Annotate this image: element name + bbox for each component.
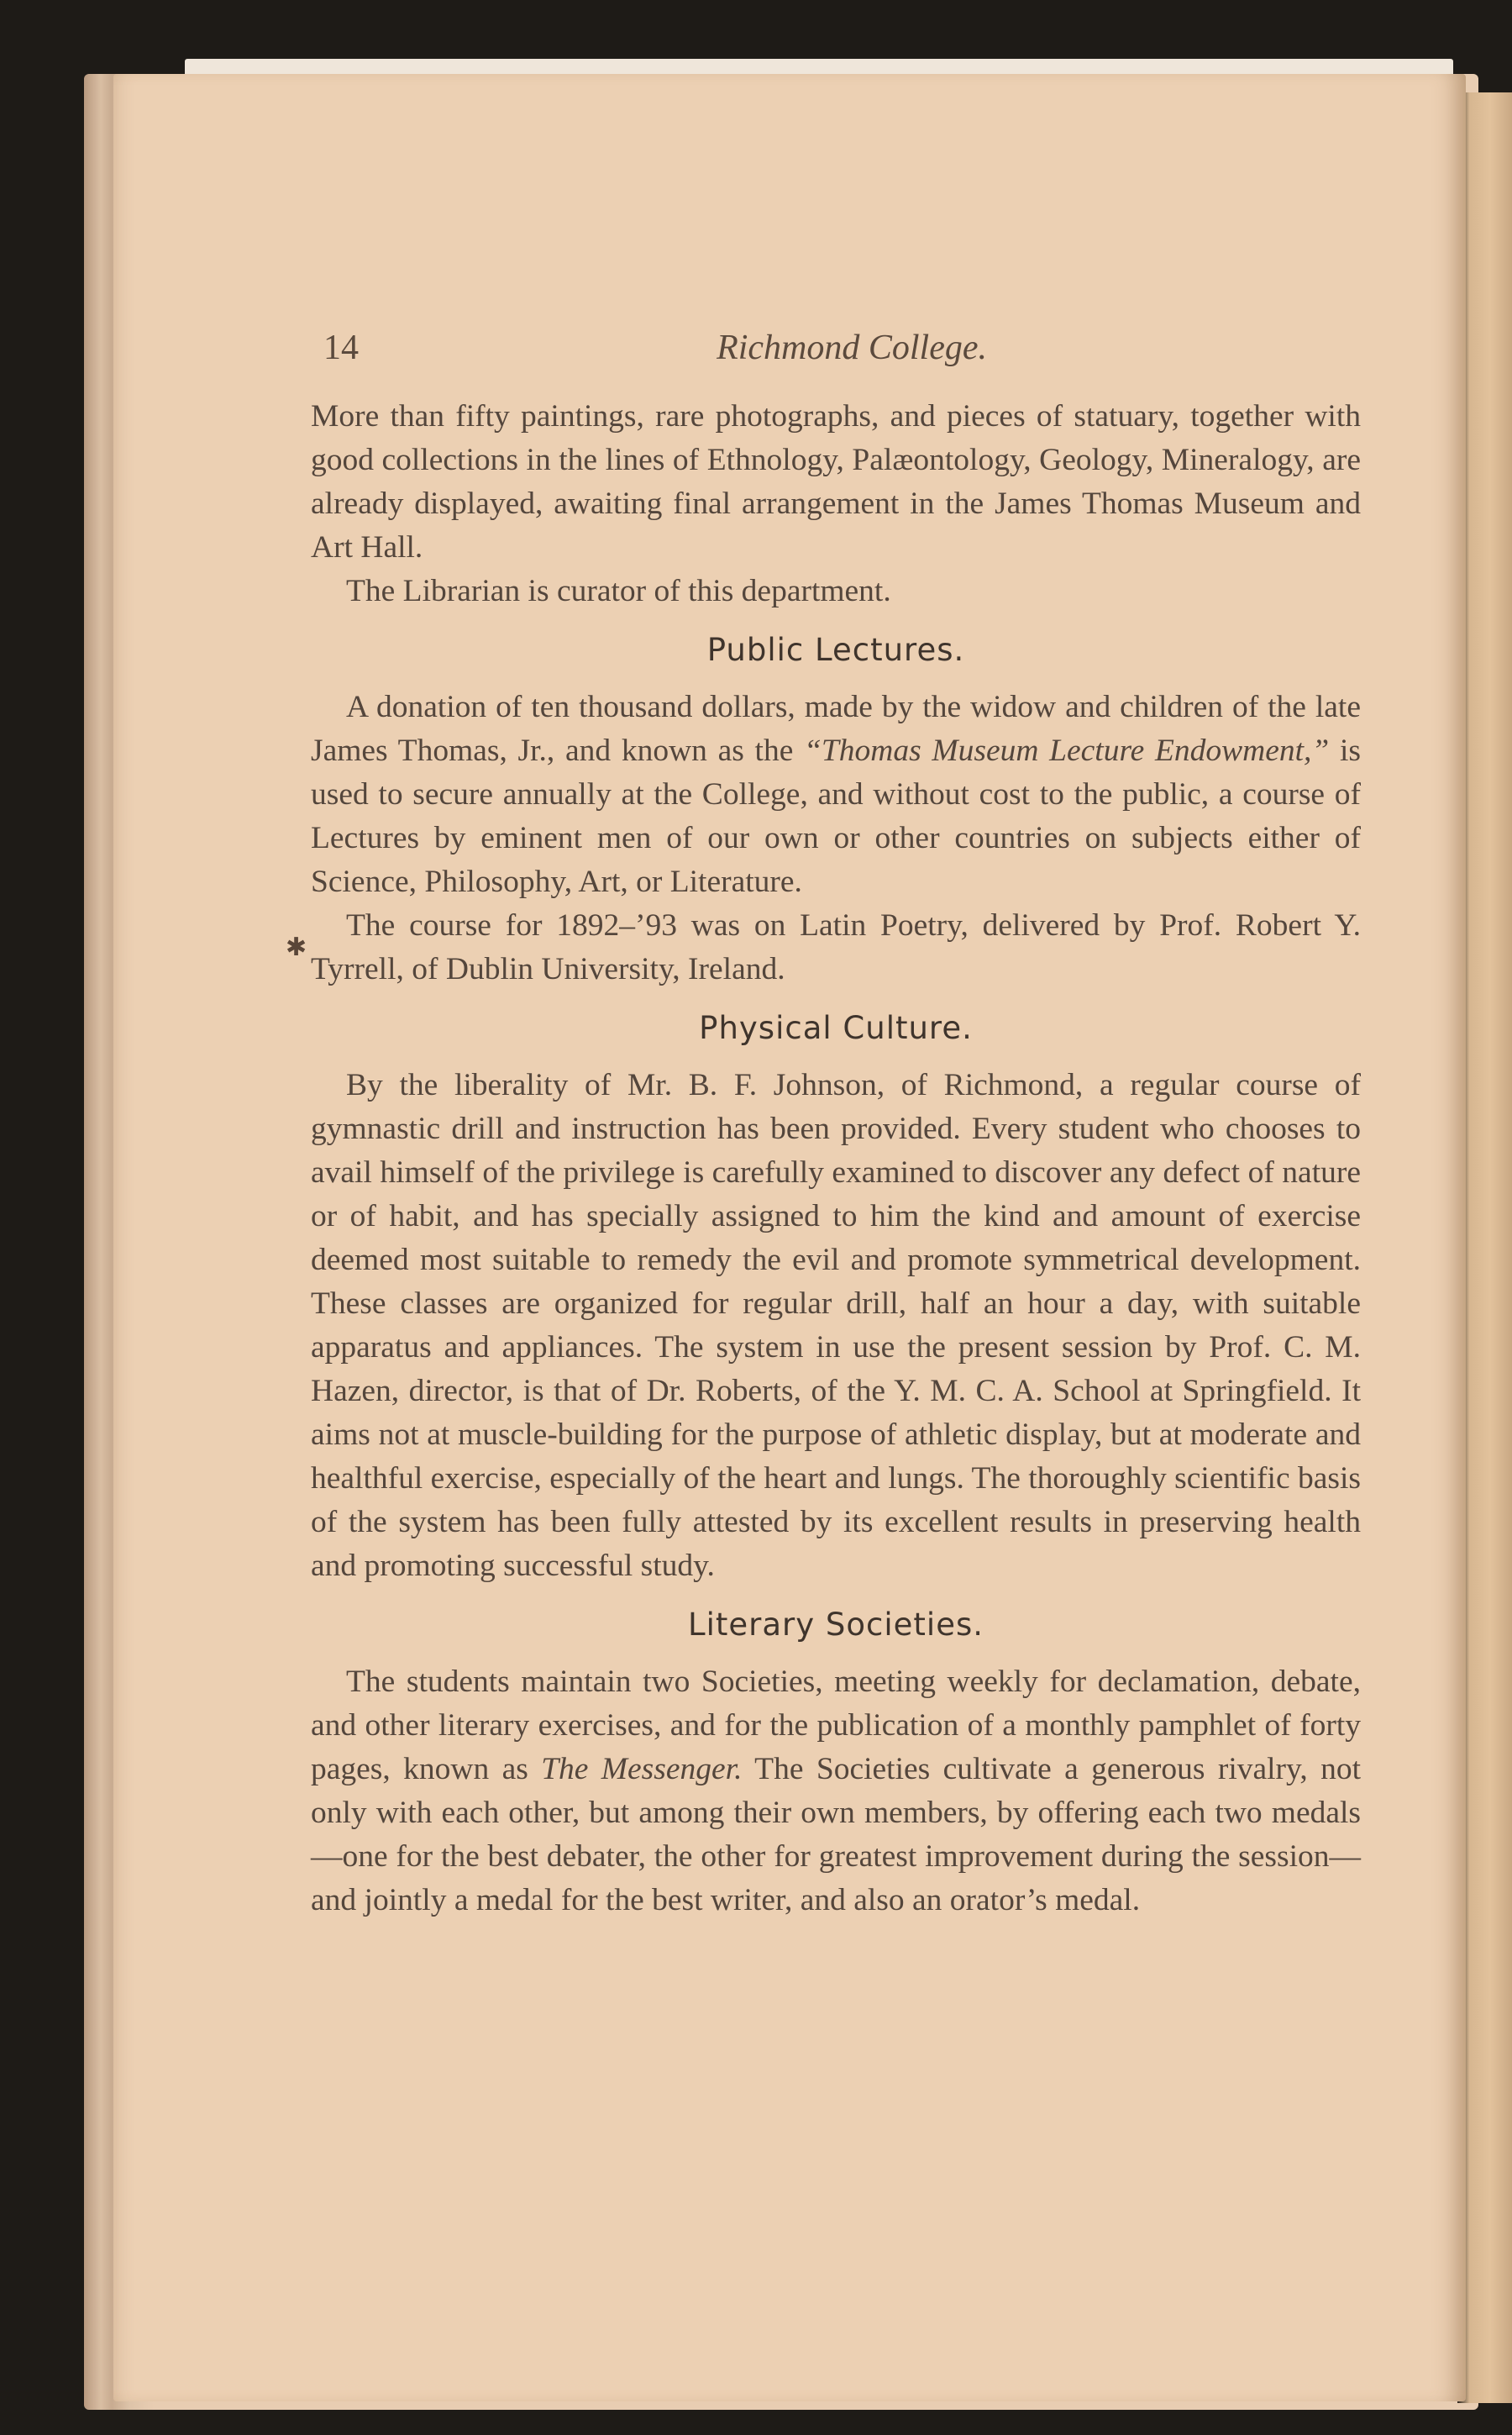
- lectures-text-b: is used to secure annually at the College, and without cost to the public, a course of Lectures by eminent men of our own or other countries on subjects either of Science, Philosophy, Art, or Literature.: [311, 734, 1361, 899]
- section-heading-physical-culture: Physical Culture.: [699, 1010, 973, 1046]
- museum-paragraph: More than fifty paintings, rare photographs, and pieces of statuary, together with good collections in the lines of Ethnology, Palæontology, Geology, Mineralogy, are already displayed, awaiting final arrangement in the James Thomas Museum and Art Hall.: [311, 399, 1361, 565]
- page-body: [311, 395, 1361, 1922]
- page-number: 14: [323, 329, 359, 367]
- margin-mark: ✱: [286, 934, 307, 961]
- curator-paragraph: The Librarian is curator of this department.: [346, 574, 891, 608]
- societies-paragraph: [311, 1660, 1361, 1922]
- section-heading-literary-societies: Literary Societies.: [687, 1607, 984, 1643]
- lecture-endowment-title: “Thomas Museum Lecture Endowment,”: [804, 734, 1330, 768]
- physical-culture-paragraph: By the liberality of Mr. B. F. Johnson, of Richmond, a regular course of gymnastic drill and instruction has been provided. Every student who chooses to avail himself of the privilege is carefully examined to discover any defect of nature or of habit, and has specially assigned to him the kind and amount of exercise deemed most suitable to remedy the evil and promote symmetrical development. These classes are organized for regular drill, half an hour a day, with suitable apparatus and appliances. The system in use the present session by Prof. C. M. Hazen, director, is that of Dr. Roberts, of the Y. M. C. A. School at Springfield. It aims not at muscle-building for the purpose of athletic display, but at moderate and healthful exercise, especially of the heart and lungs. The thoroughly scientific basis of the system has been fully attested by its excellent results in preserving health and promoting successful study.: [311, 1068, 1361, 1583]
- section-heading-public-lectures: Public Lectures.: [706, 632, 965, 668]
- lectures-text-a: A donation of ten thousand dollars, made by the widow and children of the late James Thomas, Jr., and known as the: [311, 690, 1361, 768]
- lecture-course-paragraph: The course for 1892–’93 was on Latin Poetry, delivered by Prof. Robert Y. Tyrrell, of Dublin University, Ireland.: [311, 908, 1361, 986]
- societies-text-b: The Societies cultivate a generous rivalry, not only with each other, but among their own members, by offering each two medals—one for the best debater, the other for greatest improvement during the session—and jointly a medal for the best writer, and also an orator’s medal.: [311, 1752, 1362, 1917]
- running-head: Richmond College.: [717, 329, 987, 367]
- lectures-paragraph: [311, 686, 1361, 904]
- societies-text-a: The students maintain two Societies, meeting weekly for declamation, debate, and other literary exercises, and for the publication of a monthly pamphlet of forty pages, known as: [311, 1665, 1361, 1786]
- messenger-title: The Messenger.: [541, 1752, 743, 1786]
- page-header: [323, 328, 1361, 378]
